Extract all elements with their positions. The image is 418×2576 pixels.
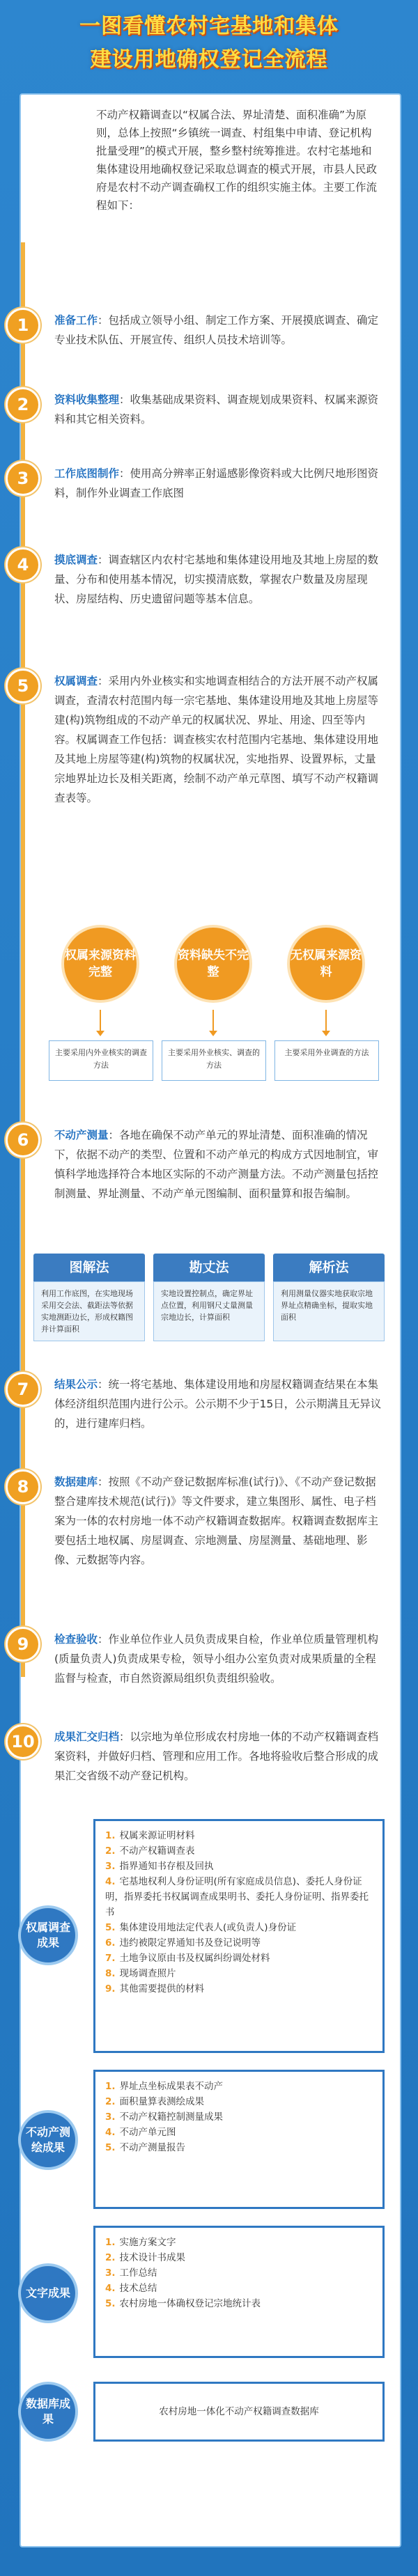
list-item: 4. 不动产单元图	[105, 2127, 176, 2138]
list-item: 3. 指界通知书存根及回执	[105, 1861, 214, 1872]
step-title: 检查验收	[54, 1633, 98, 1646]
step-number: 5	[6, 669, 40, 703]
method-body: 实地设置控制点，确定界址点位置，利用钢尺丈量测量宗地边长，计算面积	[153, 1281, 265, 1341]
title-line-2: 建设用地确权登记全流程	[90, 47, 328, 72]
step-title: 资料收集整理	[54, 393, 120, 406]
list-item: 7. 土地争议原由书及权属纠纷调处材料	[105, 1953, 270, 1964]
result-list	[93, 1819, 385, 2053]
list-item: 1. 权属来源证明材料	[105, 1830, 195, 1841]
list-item: 农村房地一体化不动产权籍调查数据库	[159, 2406, 319, 2417]
rights-method-box: 主要采用内外业核实的调查方法	[49, 1040, 153, 1081]
step-text: ：采用内外业核实和实地调查相结合的方法开展不动产权属调查，查清农村范围内每一宗宅基地、集体建设用地及其地上房屋等建(构)筑物组成的不动产单元的权属状况、界址、用途、四至等内容。权属调查工作包括：调查核实农村范围内宅基地、集体建设用地及其地上房屋等建(构)筑物的权属状况，实地指界、设置界标，丈量宗地界址边长及相关距离，绘制不动产单元草图、填写不动产权籍调查表等。	[54, 675, 379, 804]
step-number: 1	[6, 308, 40, 343]
result-list	[93, 2226, 385, 2358]
step-title: 摸底调查	[54, 554, 98, 566]
step-title: 准备工作	[54, 314, 98, 327]
step-text: ：各地在确保不动产单元的界址清楚、面积准确的情况下，依据不动产的类型、位置和不动产单元的构成方式因地制宜，审慎科学地选择符合本地区实际的不动产测量方法。不动产测量包括控制测量、界址测量、不动产单元图编制、面积量算和报告编制。	[54, 1129, 379, 1200]
step-title: 不动产测量	[54, 1129, 109, 1141]
step-text: ：收集基础成果资料、调查规划成果资料、权属来源资料和其它相关资料。	[54, 393, 379, 426]
step-text: ：以宗地为单位形成农村房地一体的不动产权籍调查档案资料，并做好归档、管理和应用工作。各地将验收后整合形成的成果汇交省级不动产登记机构。	[54, 1731, 379, 1782]
rights-circle-incomplete: 资料缺失不完整	[177, 928, 249, 1000]
step-number: 6	[6, 1123, 40, 1157]
list-item: 4. 宅基地权利人身份证明(所有家庭成员信息)、委托人身份证明，指界委托书权属调查成果明书、委托人身份证明、指界委托书	[105, 1876, 369, 1918]
list-item: 2. 面积量算表测绘成果	[105, 2096, 205, 2107]
step-text: ：使用高分辨率正射遥感影像资料或大比例尺地形图资料，制作外业调查工作底图	[54, 467, 379, 499]
step-title: 成果汇交归档	[54, 1731, 120, 1743]
page-title	[0, 10, 418, 77]
timeline-bar	[21, 242, 25, 1677]
result-list	[93, 2382, 385, 2442]
step-text: ：作业单位作业人员负责成果自检，作业单位质量管理机构(质量负责人)负责成果专检，领导小组办公室负责对成果质量的全程监督与检查，市自然资源局组织负责组织验收。	[54, 1633, 379, 1685]
list-item: 9. 其他需要提供的材料	[105, 1983, 205, 1995]
arrow-down-icon	[325, 1010, 327, 1033]
result-label: 权属调查成果	[18, 1905, 78, 1965]
step-number: 2	[6, 387, 40, 422]
title-line-1: 一图看懂农村宅基地和集体	[79, 14, 339, 38]
step-title: 结果公示	[54, 1378, 98, 1391]
rights-method-box: 主要采用外业核实、调查的方法	[162, 1040, 266, 1081]
result-label: 文字成果	[18, 2263, 78, 2323]
arrow-down-icon	[100, 1010, 101, 1033]
method-head: 图解法	[33, 1254, 145, 1281]
result-list	[93, 2070, 385, 2209]
list-item: 1. 实施方案文字	[105, 2237, 176, 2248]
arrow-down-icon	[212, 1010, 214, 1033]
list-item: 6. 违约被限定界通知书及登记说明等	[105, 1937, 261, 1949]
list-item: 2. 不动产权籍调查表	[105, 1845, 195, 1857]
list-item: 5. 不动产测量报告	[105, 2142, 186, 2153]
list-item: 5. 集体建设用地法定代表人(或负责人)身份证	[105, 1922, 297, 1933]
list-item: 8. 现场调查照片	[105, 1968, 176, 1979]
step-number: 7	[6, 1372, 40, 1407]
step-number: 8	[6, 1469, 40, 1504]
step-title: 数据建库	[54, 1476, 98, 1488]
method-head: 勘丈法	[153, 1254, 265, 1281]
method-body: 利用测量仪器实地获取宗地界址点精确坐标，提取实地面积	[273, 1281, 385, 1341]
rights-circle-none: 无权属来源资料	[290, 928, 362, 1000]
method-body: 利用工作底图，在实地现场采用交会法、截距法等依据实地测距边长，形成权籍图并计算面积	[33, 1281, 145, 1341]
step-number: 3	[6, 461, 40, 496]
list-item: 2. 技术设计书成果	[105, 2252, 186, 2263]
list-item: 1. 界址点坐标成果表不动产	[105, 2081, 224, 2092]
list-item: 5. 农村房地一体确权登记宗地统计表	[105, 2298, 261, 2309]
step-text: ：统一将宅基地、集体建设用地和房屋权籍调查结果在本集体经济组织范围内进行公示。公示期不少于15日，公示期满且无异议的，进行建库归档。	[54, 1378, 382, 1430]
step-number: 9	[6, 1627, 40, 1662]
step-text: ：调查辖区内农村宅基地和集体建设用地及其地上房屋的数量、分布和使用基本情况，切实摸清底数，掌握农户数量及房屋现状、房屋结构、历史遗留问题等基本信息。	[54, 554, 379, 605]
result-label: 数据库成果	[18, 2382, 78, 2442]
list-item: 4. 技术总结	[105, 2283, 157, 2294]
step-title: 权属调查	[54, 675, 98, 687]
step-text: ：包括成立领导小组、制定工作方案、开展摸底调查、确定专业技术队伍、开展宣传、组织人员技术培训等。	[54, 314, 379, 346]
step-number: 4	[6, 547, 40, 582]
result-label: 不动产测绘成果	[18, 2110, 78, 2170]
list-item: 3. 工作总结	[105, 2267, 157, 2279]
method-head: 解析法	[273, 1254, 385, 1281]
rights-circle-complete: 权属来源资料完整	[64, 928, 137, 1000]
list-item: 3. 不动产权籍控制测量成果	[105, 2111, 224, 2123]
intro-text: 不动产权籍调查以“权属合法、界址清楚、面积准确”为原则，总体上按照“乡镇统一调查、村组集中申请、登记机构批量受理”的模式开展，整乡整村统筹推进。农村宅基地和集体建设用地确权登记采取总调查的模式开展，市县人民政府是农村不动产调查确权工作的组织实施主体。主要工作流程如下：	[96, 109, 378, 212]
step-text: ：按照《不动产登记数据库标准(试行)》、《不动产登记数据整合建库技术规范(试行)》等文件要求，建立集图形、属性、电子档案为一体的农村房地一体不动产权籍调查数据库。权籍调查数据库主要包括土地权属、房屋调查、宗地测量、房屋测量、基础地理、影像、元数据等内容。	[54, 1476, 379, 1566]
step-number: 10	[6, 1724, 40, 1759]
step-title: 工作底图制作	[54, 467, 120, 480]
rights-method-box: 主要采用外业调查的方法	[274, 1040, 379, 1081]
